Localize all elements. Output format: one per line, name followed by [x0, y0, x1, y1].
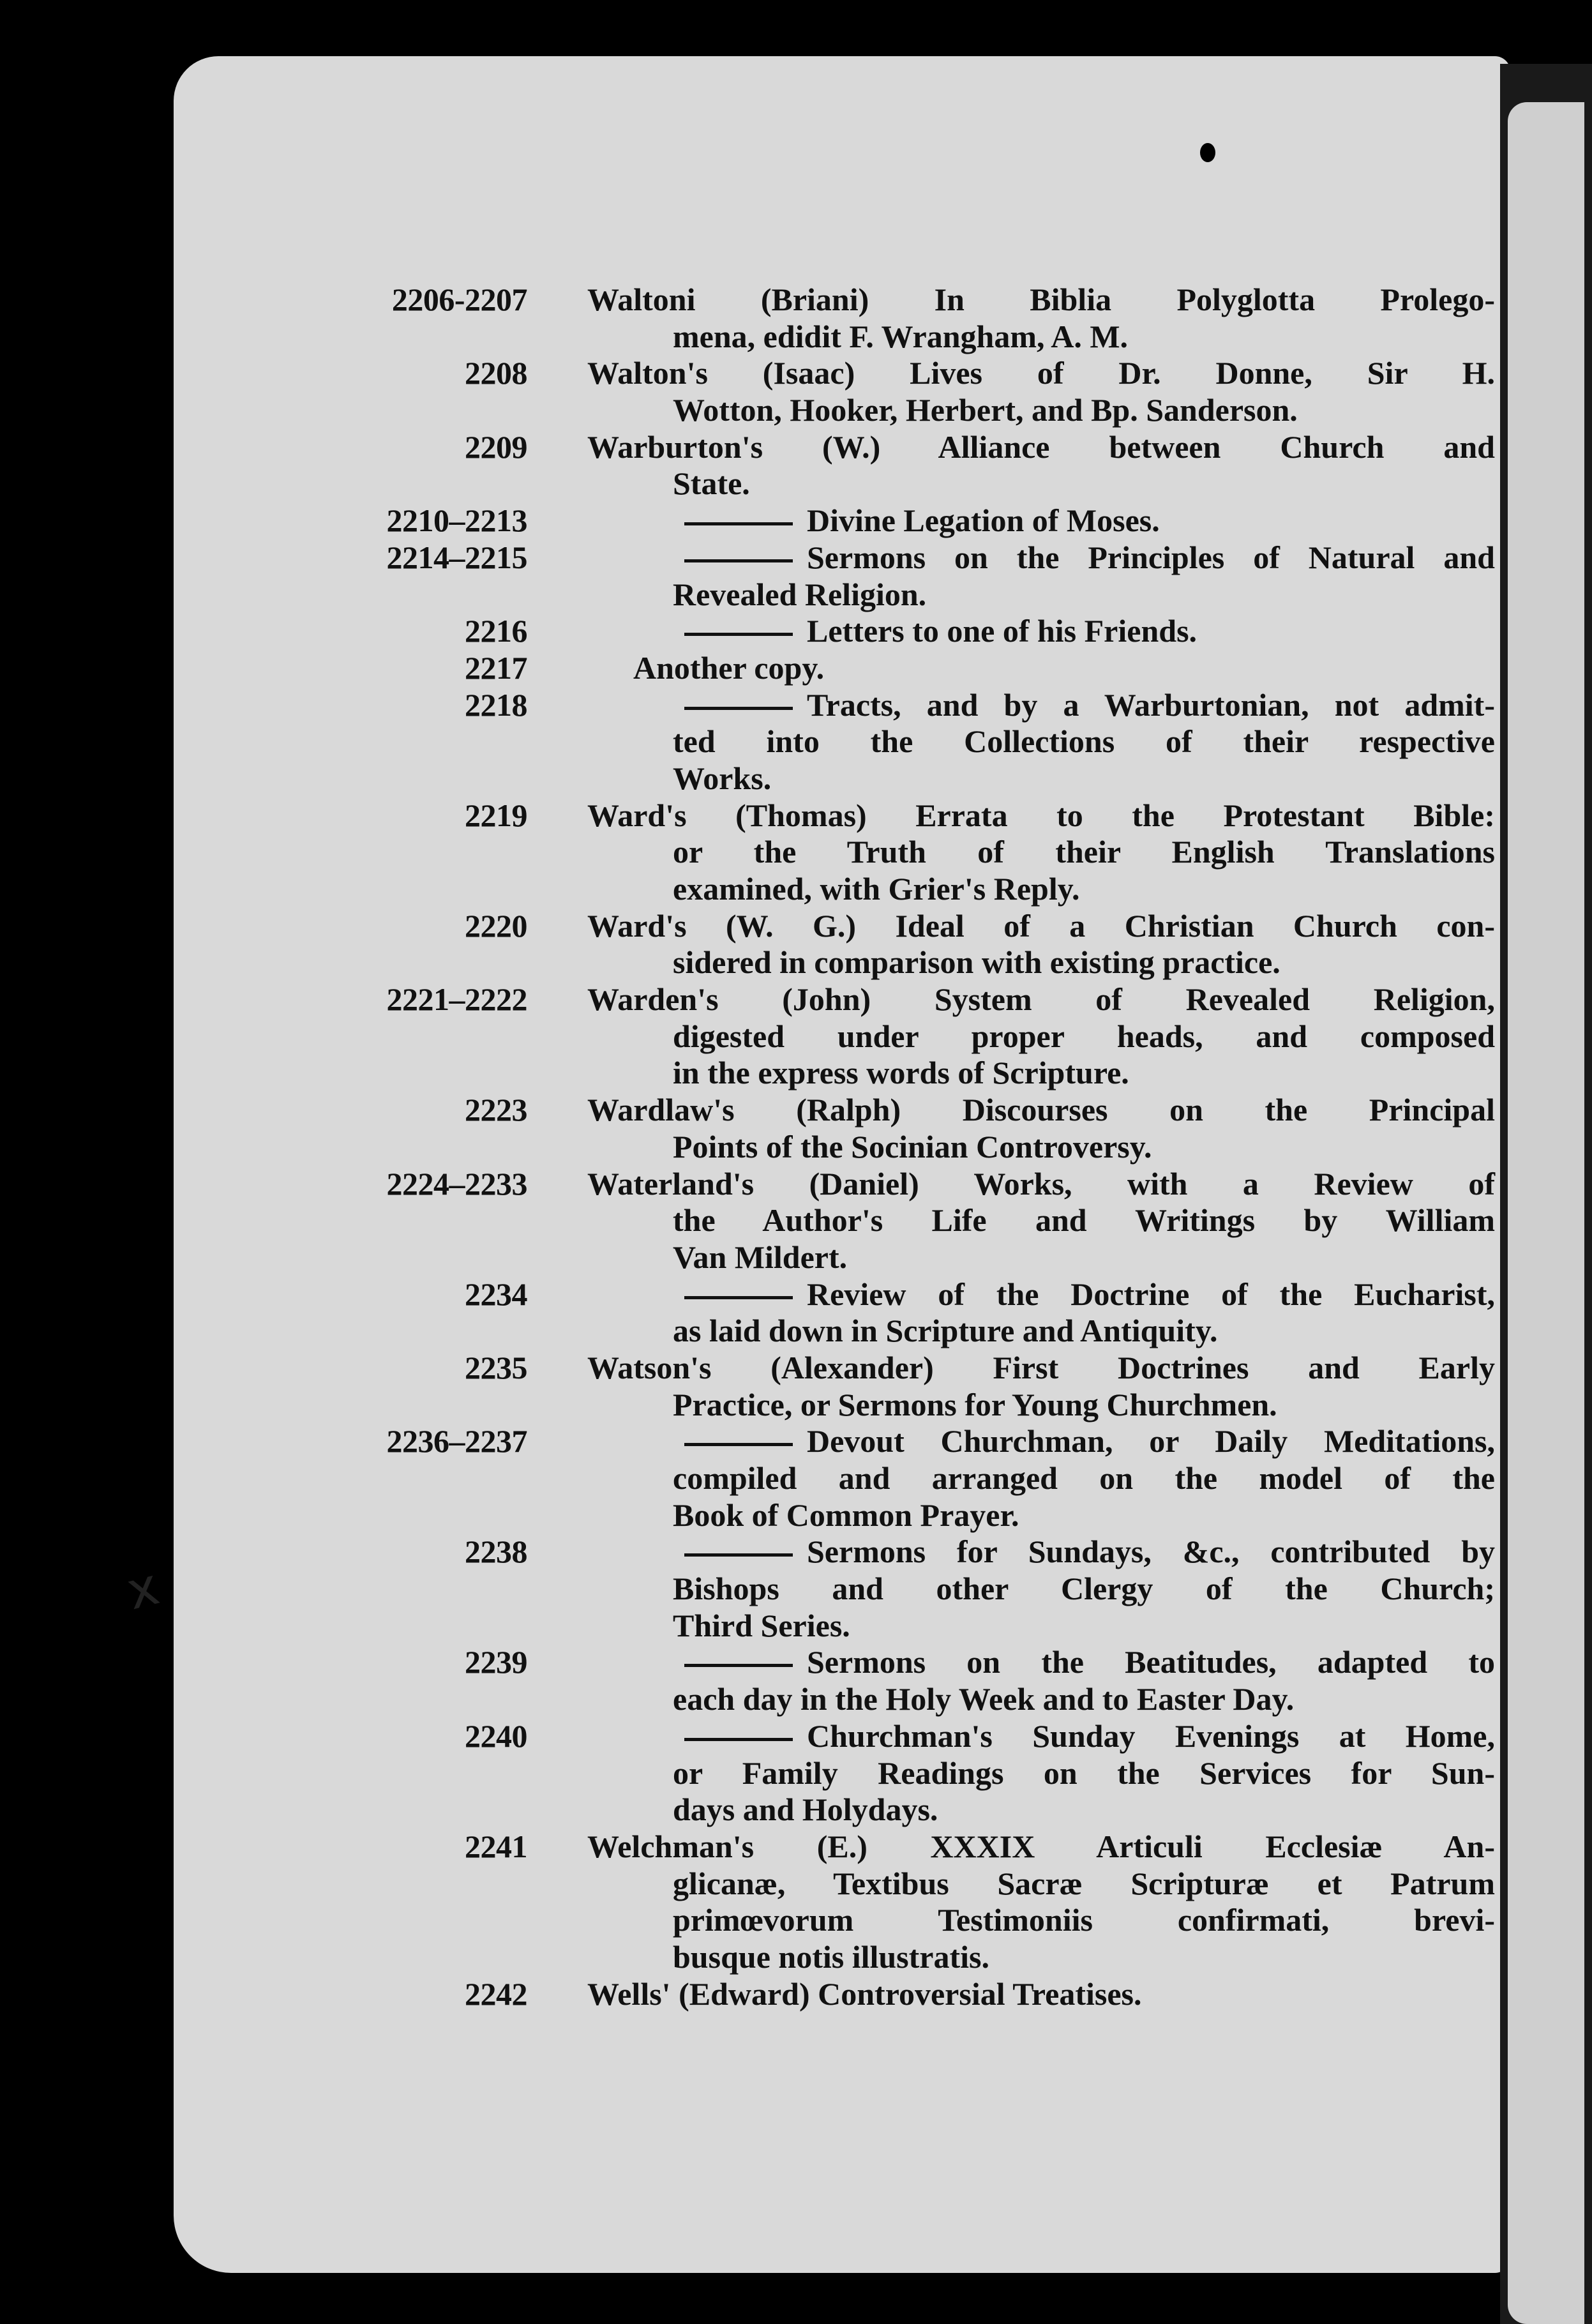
catalogue-entry [174, 797, 1510, 834]
catalogue-entry [174, 1533, 1510, 1570]
facing-page-edge [1500, 64, 1592, 2324]
entry-text: as laid down in Scripture and Antiquity. [673, 1313, 1218, 1349]
entry-text: Points of the Socinian Controversy. [673, 1128, 1152, 1165]
lot-number: 2220 [465, 907, 527, 944]
catalogue-entry [174, 981, 1510, 1018]
entry-text: Sermons on the Principles of Natural and [684, 539, 1495, 576]
entry-text: Another copy. [633, 649, 825, 686]
entry-text: Review of the Doctrine of the Eucharist, [684, 1276, 1495, 1313]
lot-number: 2217 [465, 649, 527, 686]
entry-text: Devout Churchman, or Daily Meditations, [684, 1422, 1495, 1460]
catalogue-entry [174, 1422, 1510, 1460]
entry-text: Practice, or Sermons for Young Churchmen. [673, 1386, 1277, 1422]
entry-text: Watson's (Alexander) First Doctrines and Early [587, 1349, 1495, 1385]
lot-number: 2238 [465, 1534, 527, 1570]
lot-number: 2223 [465, 1092, 527, 1128]
catalogue-entry [174, 1349, 1510, 1386]
entry-text: Churchman's Sunday Evenings at Home, [684, 1717, 1495, 1754]
entry-text: primœvorum Testimoniis confirmati, brevi- [673, 1902, 1495, 1938]
catalogue-entry-continuation [174, 1865, 1510, 1902]
catalogue-entry-continuation [174, 1754, 1510, 1792]
entry-text: the Author's Life and Writings by William [673, 1202, 1495, 1239]
entry-text: mena, edidit F. Wrangham, A. M. [673, 318, 1129, 354]
catalogue-entry [174, 1091, 1510, 1128]
catalogue-entry [174, 1717, 1510, 1754]
entry-text: in the express words of Scripture. [673, 1055, 1129, 1091]
ditto-rule [684, 1553, 793, 1557]
entry-text: State. [673, 465, 750, 502]
catalogue-entry-continuation [174, 870, 1510, 907]
entry-text: busque notis illustratis. [673, 1938, 989, 1975]
lot-number: 2214–2215 [386, 539, 527, 575]
catalogue-entry-continuation [174, 1570, 1510, 1607]
entry-text: Welchman's (E.) XXXIX Articuli Ecclesiæ An- [587, 1828, 1495, 1864]
lot-number: 2235 [465, 1349, 527, 1385]
catalogue-entry-continuation [174, 1202, 1510, 1239]
catalogue-entry [174, 612, 1510, 649]
entry-text: Warburton's (W.) Alliance between Church and [587, 428, 1495, 465]
entry-text: ted into the Collections of their respective [673, 723, 1495, 760]
catalogue-entry [174, 907, 1510, 944]
entry-text: Wardlaw's (Ralph) Discourses on the Principal [587, 1092, 1495, 1128]
catalogue-entry [174, 281, 1510, 318]
catalogue-entry-continuation [174, 1938, 1510, 1975]
entry-text: Letters to one of his Friends. [684, 612, 1495, 649]
catalogue-entry [174, 686, 1510, 723]
lot-number: 2234 [465, 1276, 527, 1312]
entry-text: Ward's (Thomas) Errata to the Protestant Bible: [587, 797, 1495, 833]
lot-number: 2236–2237 [386, 1423, 527, 1460]
catalogue-entry [174, 1975, 1510, 2012]
catalogue-entry-continuation [174, 318, 1510, 355]
entry-text: Waltoni (Briani) In Biblia Polyglotta Prolego- [587, 282, 1495, 317]
catalogue-entry-continuation [174, 1680, 1510, 1717]
catalogue-entry-continuation [174, 1497, 1510, 1534]
entry-text: each day in the Holy Week and to Easter Day. [673, 1681, 1295, 1717]
entry-text: Waterland's (Daniel) Works, with a Review of [587, 1165, 1495, 1202]
ditto-rule [684, 559, 793, 562]
lot-number: 2242 [465, 1975, 527, 2012]
catalogue-entry-continuation [174, 1239, 1510, 1276]
catalogue-entry-continuation [174, 760, 1510, 797]
lot-number: 2209 [465, 428, 527, 465]
entry-text: Third Series. [673, 1607, 850, 1643]
entry-text: Van Mildert. [673, 1239, 848, 1275]
entry-text: Ward's (W. G.) Ideal of a Christian Church con- [587, 907, 1495, 944]
entry-text: sidered in comparison with existing practice. [673, 944, 1280, 981]
entry-text: Walton's (Isaac) Lives of Dr. Donne, Sir H. [587, 355, 1495, 391]
lot-number: 2241 [465, 1828, 527, 1864]
catalogue-entry [174, 1643, 1510, 1680]
catalogue-entry-continuation [174, 1054, 1510, 1091]
catalogue-entry-continuation [174, 723, 1510, 760]
lot-number: 2240 [465, 1717, 527, 1754]
entry-text: Book of Common Prayer. [673, 1497, 1019, 1533]
catalogue-entry [174, 1165, 1510, 1202]
entry-text: Revealed Religion. [673, 576, 927, 612]
entry-text: glicanæ, Textibus Sacræ Scripturæ et Patrum [673, 1865, 1495, 1901]
ditto-rule [684, 1738, 793, 1741]
catalogue-entry-continuation [174, 1460, 1510, 1497]
catalogue-entry-continuation [174, 391, 1510, 428]
lot-number: 2210–2213 [386, 502, 527, 539]
entry-text: Wells' (Edward) Controversial Treatises. [587, 1975, 1142, 2012]
margin-mark: x [121, 1556, 165, 1622]
lot-number: 2218 [465, 686, 527, 723]
catalogue-entry [174, 539, 1510, 576]
ditto-rule [684, 1296, 793, 1299]
lot-number: 2208 [465, 355, 527, 391]
entry-text: Divine Legation of Moses. [684, 502, 1495, 539]
catalogue-page [174, 56, 1510, 2273]
lot-number: 2219 [465, 797, 527, 833]
entry-text: Works. [673, 760, 772, 796]
entry-text: Tracts, and by a Warburtonian, not admit- [684, 686, 1495, 723]
entry-text: digested under proper heads, and composed [673, 1018, 1495, 1054]
catalogue-entry-continuation [174, 1312, 1510, 1349]
catalogue-entry-continuation [174, 833, 1510, 870]
entry-text: Wotton, Hooker, Herbert, and Bp. Sanderson. [673, 392, 1298, 428]
ditto-rule [684, 1443, 793, 1446]
entry-text: or Family Readings on the Services for Sun- [673, 1754, 1495, 1791]
lot-number: 2239 [465, 1644, 527, 1680]
ditto-rule [684, 1664, 793, 1667]
entry-text: Sermons on the Beatitudes, adapted to [684, 1643, 1495, 1680]
catalogue-entries [174, 281, 1510, 2012]
catalogue-entry-continuation [174, 1386, 1510, 1423]
catalogue-entry [174, 354, 1510, 391]
ditto-rule [684, 522, 793, 525]
catalogue-entry-continuation [174, 1901, 1510, 1938]
catalogue-entry-continuation [174, 1791, 1510, 1828]
catalogue-entry-continuation [174, 465, 1510, 502]
ditto-rule [684, 633, 793, 636]
catalogue-entry [174, 428, 1510, 465]
catalogue-entry-continuation [174, 1018, 1510, 1055]
catalogue-entry [174, 1276, 1510, 1313]
entry-text: days and Holydays. [673, 1792, 938, 1828]
entry-text: Warden's (John) System of Revealed Religion, [587, 981, 1495, 1018]
entry-text: Bishops and other Clergy of the Church; [673, 1571, 1495, 1607]
lot-number: 2221–2222 [386, 981, 527, 1018]
ditto-rule [684, 707, 793, 710]
ink-dot [1200, 143, 1215, 162]
lot-number: 2224–2233 [386, 1165, 527, 1202]
entry-text: Sermons for Sundays, &c., contributed by [684, 1533, 1495, 1570]
entry-text: or the Truth of their English Translations [673, 834, 1495, 870]
catalogue-entry-continuation [174, 944, 1510, 981]
entry-text: compiled and arranged on the model of the [673, 1460, 1495, 1496]
catalogue-entry-continuation [174, 1607, 1510, 1644]
entry-text: examined, with Grier's Reply. [673, 871, 1080, 907]
lot-number: 2216 [465, 613, 527, 649]
catalogue-entry [174, 649, 1510, 686]
catalogue-entry-continuation [174, 1128, 1510, 1165]
catalogue-entry [174, 1828, 1510, 1865]
lot-number: 2206-2207 [391, 282, 527, 317]
catalogue-entry [174, 502, 1510, 539]
catalogue-entry-continuation [174, 576, 1510, 613]
